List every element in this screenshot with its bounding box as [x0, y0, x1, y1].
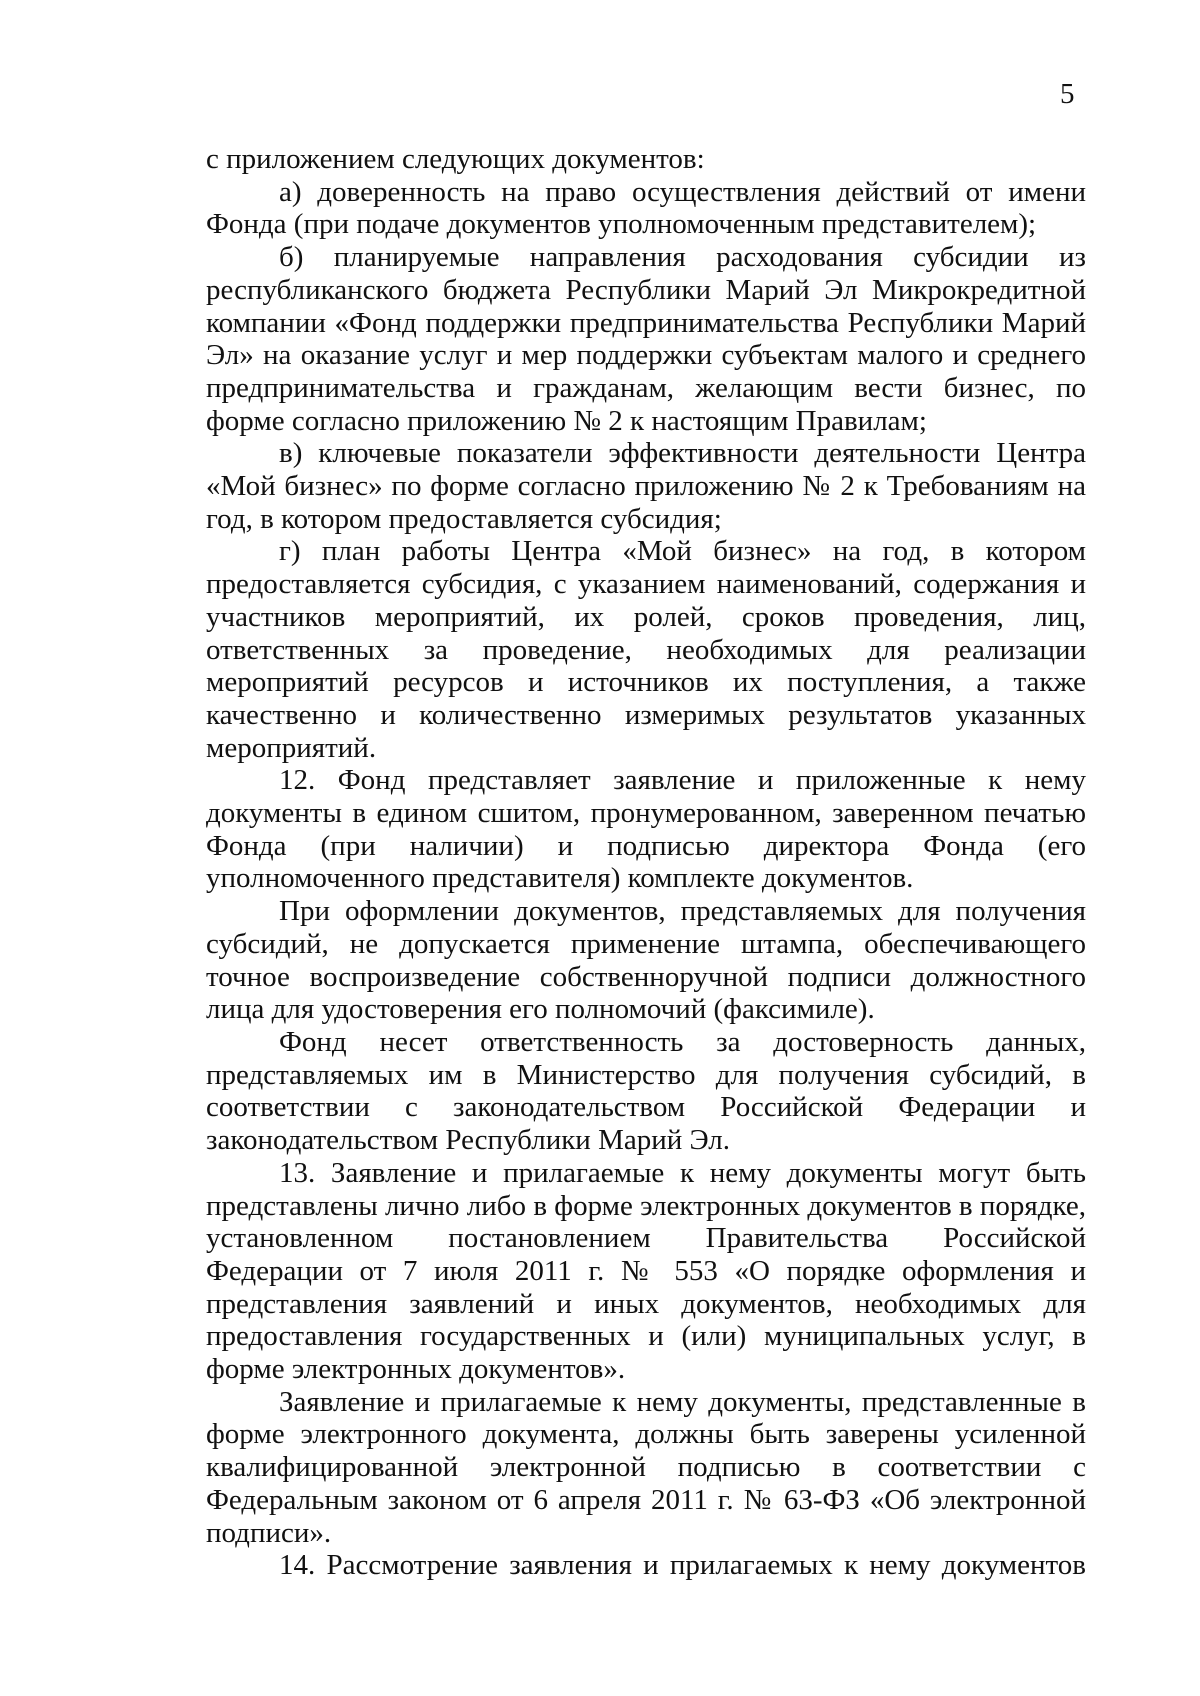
- paragraph-clause-14: 14. Рассмотрение заявления и прилагаемых к нему документов: [279, 1549, 1086, 1582]
- paragraph-responsibility: Фонд несет ответственность за достоверность данных, представляемых им в Министерство для получения субсидий, в соответствии с законодательством Российской Федерации и законодательством Республики Марий Эл.: [206, 1025, 1086, 1157]
- paragraph-electronic-signature: Заявление и прилагаемые к нему документы, представленные в форме электронного документа, должны быть заверены усиленной квалифицированной электронной подписью в соответствии с Федеральным законом от 6 апреля 2011 г. № 63-ФЗ «Об электронной подписи».: [206, 1385, 1086, 1549]
- paragraph-intro: с приложением следующих документов:: [206, 143, 705, 175]
- paragraph-facsimile: При оформлении документов, представляемых для получения субсидий, не допускается применение штампа, обеспечивающего точное воспроизведение собственноручной подписи должностного лица для удостоверения его полномочий (факсимиле).: [206, 895, 1086, 1026]
- document-body: [206, 143, 1086, 1582]
- paragraph-item-b: б) планируемые направления расходования субсидии из республиканского бюджета Республики Марий Эл Микрокредитной компании «Фонд поддержки предпринимательства Республики Марий Эл» на оказание услуг и мер поддержки субъектам малого и среднего предпринимательства и гражданам, желающим вести бизнес, по форме согласно приложению № 2 к настоящим Правилам;: [206, 241, 1086, 437]
- paragraph-clause-12: 12. Фонд представляет заявление и приложенные к нему документы в едином сшитом, пронумерованном, заверенном печатью Фонда (при наличии) и подписью директора Фонда (его уполномоченного представителя) комплекте документов.: [206, 764, 1086, 895]
- paragraph-item-g: г) план работы Центра «Мой бизнес» на год, в котором предоставляется субсидия, с указанием наименований, содержания и участников мероприятий, их ролей, сроков проведения, лиц, ответственных за проведение, необходимых для реализации мероприятий ресурсов и источников их поступления, а также качественно и количественно измеримых результатов указанных мероприятий.: [206, 535, 1086, 764]
- page-number: 5: [1060, 78, 1075, 110]
- paragraph-clause-13: 13. Заявление и прилагаемые к нему документы могут быть представлены лично либо в форме электронных документов в порядке, установленном постановлением Правительства Российской Федерации от 7 июля 2011 г. № 553 «О порядке оформления и представления заявлений и иных документов, необходимых для предоставления государственных и (или) муниципальных услуг, в форме электронных документов».: [206, 1156, 1086, 1386]
- paragraph-item-v: в) ключевые показатели эффективности деятельности Центра «Мой бизнес» по форме согласно приложению № 2 к Требованиям на год, в котором предоставляется субсидия;: [206, 437, 1086, 535]
- paragraph-item-a: а) доверенность на право осуществления действий от имени Фонда (при подаче документов уполномоченным представителем);: [206, 175, 1086, 241]
